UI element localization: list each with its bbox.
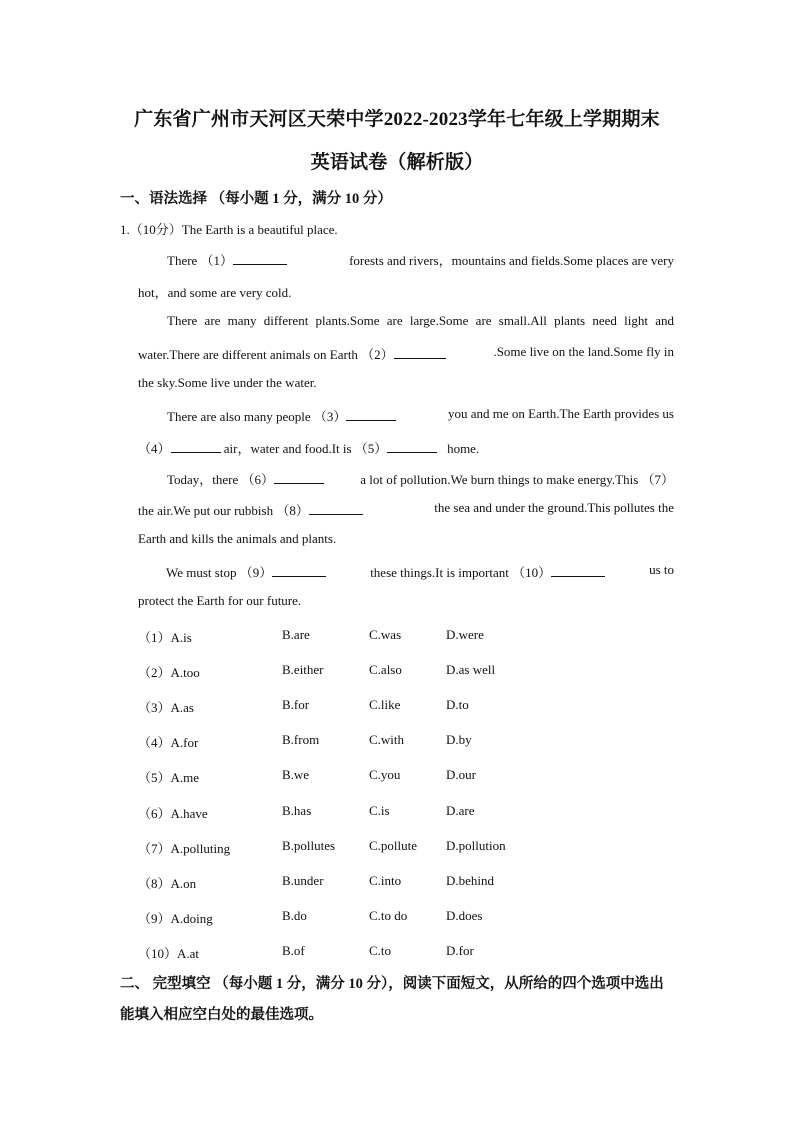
option-d[interactable]: D.to	[446, 697, 469, 712]
answer-blank	[346, 408, 396, 421]
option-a[interactable]: （7）A.polluting	[138, 841, 231, 856]
answer-blank	[309, 502, 363, 515]
question-header: 1.（10分）The Earth is a beautiful place.	[120, 222, 338, 237]
option-d[interactable]: D.pollution	[446, 838, 506, 853]
option-a[interactable]: （6）A.have	[138, 806, 208, 821]
passage-line: protect the Earth for our future.	[138, 593, 302, 608]
option-a[interactable]: （4）A.for	[138, 735, 199, 750]
option-d[interactable]: D.were	[446, 627, 484, 642]
answer-blank	[394, 346, 446, 359]
option-a[interactable]: （10）A.at	[138, 946, 200, 961]
option-d[interactable]: D.our	[446, 767, 476, 782]
option-d[interactable]: D.does	[446, 908, 483, 923]
option-b[interactable]: B.are	[282, 627, 310, 642]
answer-blank	[274, 471, 324, 484]
option-c[interactable]: C.also	[369, 662, 402, 677]
option-d[interactable]: D.are	[446, 803, 475, 818]
option-b[interactable]: B.do	[282, 908, 307, 923]
passage-line: There are many different plants.Some are large.Some are small.All plants need light and	[167, 313, 674, 328]
exam-title-line2: 英语试卷（解析版）	[310, 152, 484, 173]
option-c[interactable]: C.to do	[369, 908, 408, 923]
option-b[interactable]: B.of	[282, 943, 305, 958]
option-d[interactable]: D.for	[446, 943, 474, 958]
option-b[interactable]: B.from	[282, 732, 320, 747]
exam-title-line1: 广东省广州市天河区天荣中学2022-2023学年七年级上学期期末	[134, 109, 660, 130]
passage-line: water.There are different animals on Earth （2） .Some live on the land.Some fly in	[138, 344, 674, 362]
option-c[interactable]: C.pollute	[369, 838, 418, 853]
option-b[interactable]: B.has	[282, 803, 312, 818]
passage-line: the air.We put our rubbish （8） the sea and under the ground.This pollutes the	[138, 500, 674, 518]
answer-blank	[387, 440, 437, 453]
option-a[interactable]: （3）A.as	[138, 700, 194, 715]
option-a[interactable]: （2）A.too	[138, 665, 200, 680]
option-a[interactable]: （5）A.me	[138, 770, 200, 785]
option-b[interactable]: B.either	[282, 662, 324, 677]
option-c[interactable]: C.with	[369, 732, 405, 747]
passage-line: hot，and some are very cold.	[138, 285, 292, 300]
answer-blank	[551, 564, 605, 577]
option-c[interactable]: C.is	[369, 803, 390, 818]
option-d[interactable]: D.as well	[446, 662, 496, 677]
section2-heading: 二、 完型填空 （每小题 1 分，满分 10 分），阅读下面短文，从所给的四个选项中选出能填入相应空白处的最佳选项。	[120, 976, 664, 1023]
passage-line: There （1） forests and rivers，mountains and fields.Some places are very	[167, 253, 674, 268]
answer-blank	[272, 564, 326, 577]
option-b[interactable]: B.for	[282, 697, 310, 712]
option-c[interactable]: C.you	[369, 767, 401, 782]
option-c[interactable]: C.into	[369, 873, 402, 888]
passage-line: the sky.Some live under the water.	[138, 375, 317, 390]
passage-line: Today，there （6） a lot of pollution.We burn things to make energy.This （7）	[167, 472, 674, 487]
option-d[interactable]: D.behind	[446, 873, 495, 888]
option-b[interactable]: B.we	[282, 767, 310, 782]
passage-line: （4） air，water and food.It is （5） home.	[138, 441, 480, 456]
section1-heading: 一、语法选择 （每小题 1 分，满分 10 分）	[120, 191, 392, 207]
answer-blank	[171, 440, 221, 453]
option-c[interactable]: C.was	[369, 627, 402, 642]
passage-line: Earth and kills the animals and plants.	[138, 531, 337, 546]
option-b[interactable]: B.pollutes	[282, 838, 336, 853]
option-a[interactable]: （1）A.is	[138, 630, 192, 645]
answer-blank	[233, 252, 287, 265]
option-c[interactable]: C.like	[369, 697, 401, 712]
option-b[interactable]: B.under	[282, 873, 324, 888]
option-a[interactable]: （8）A.on	[138, 876, 197, 891]
option-c[interactable]: C.to	[369, 943, 392, 958]
passage-line: There are also many people （3） you and me on Earth.The Earth provides us	[167, 406, 674, 424]
option-d[interactable]: D.by	[446, 732, 472, 747]
option-a[interactable]: （9）A.doing	[138, 911, 213, 926]
passage-line: We must stop （9） these things.It is important （10） us to	[166, 562, 674, 580]
